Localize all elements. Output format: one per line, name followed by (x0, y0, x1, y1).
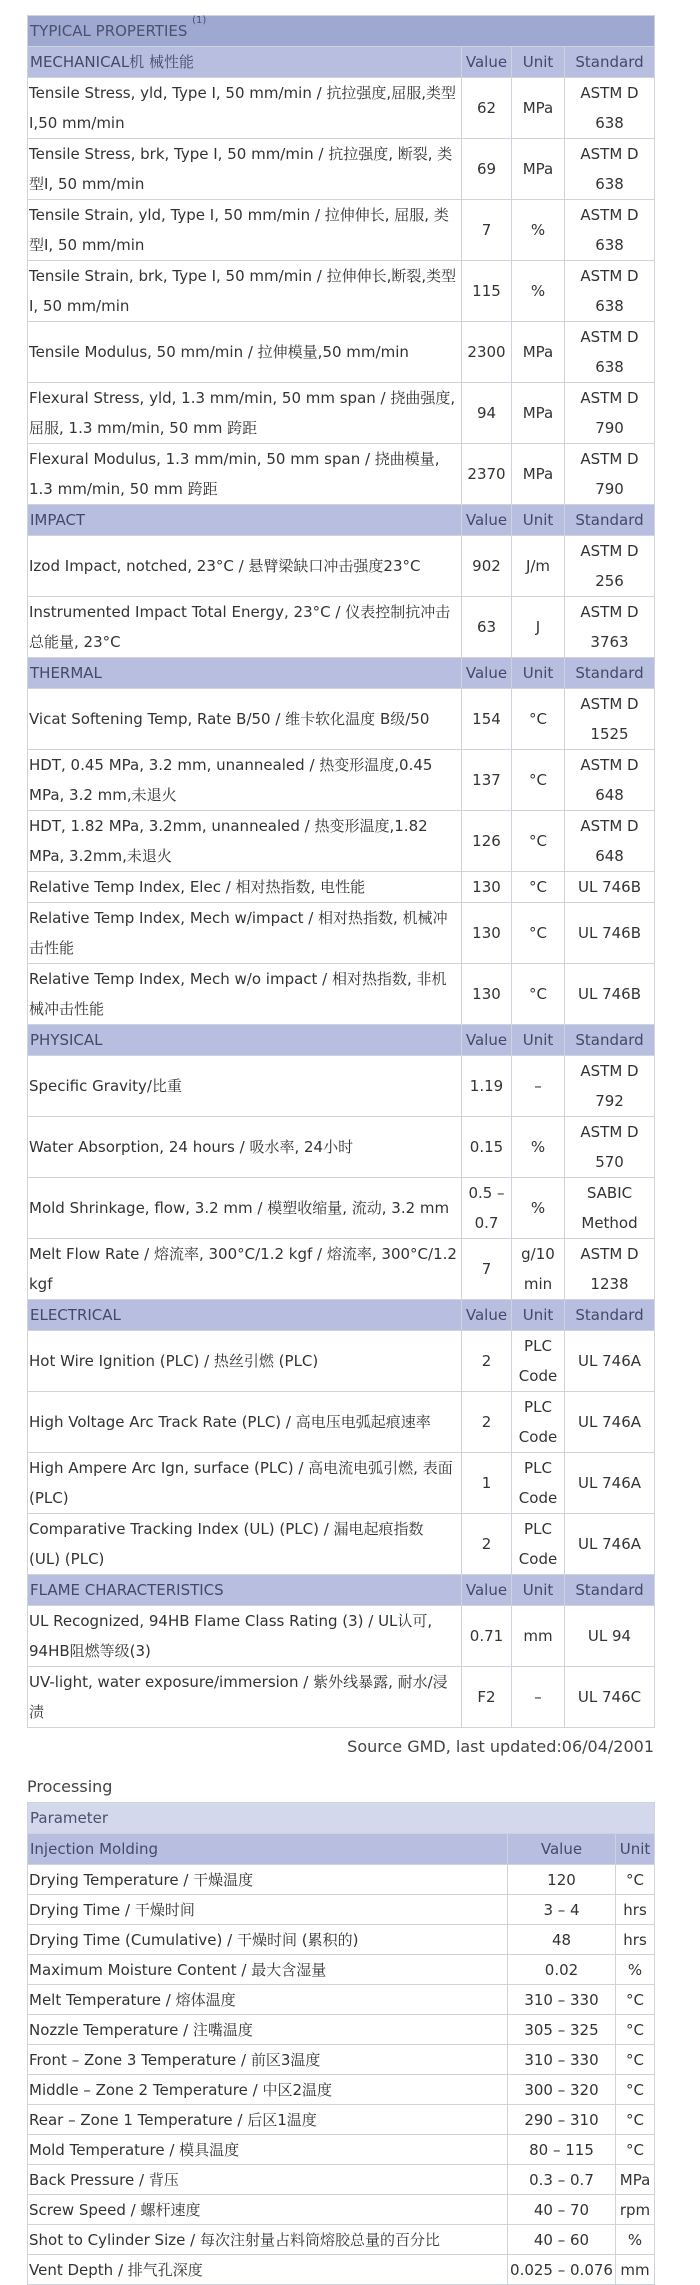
property-value: 2370 (462, 444, 512, 505)
processing-value: 120 (508, 1865, 616, 1895)
processing-row (28, 2015, 655, 2045)
processing-value: 0.3 – 0.7 (508, 2165, 616, 2195)
processing-value: 310 – 330 (508, 2045, 616, 2075)
property-unit: – (512, 1056, 565, 1117)
property-row (28, 1239, 655, 1300)
property-unit: J/m (512, 536, 565, 597)
processing-body (28, 1803, 655, 2285)
processing-unit: mm (616, 2255, 655, 2285)
property-row (28, 1331, 655, 1392)
property-standard: ASTM D 570 (565, 1117, 655, 1178)
property-value: 63 (462, 597, 512, 658)
standard-header: Standard (565, 505, 655, 536)
injection-molding-label: Injection Molding (28, 1834, 508, 1865)
processing-unit: °C (616, 1865, 655, 1895)
property-label: High Voltage Arc Track Rate (PLC) / 高电压电弧起痕速率 (28, 1392, 462, 1453)
unit-header: Unit (512, 658, 565, 689)
processing-row (28, 2045, 655, 2075)
property-value: 130 (462, 872, 512, 903)
processing-value: 290 – 310 (508, 2105, 616, 2135)
processing-unit: °C (616, 2045, 655, 2075)
typical-properties-title (28, 16, 655, 47)
processing-row (28, 2105, 655, 2135)
property-standard: ASTM D 638 (565, 78, 655, 139)
property-unit: MPa (512, 322, 565, 383)
property-standard: ASTM D 638 (565, 261, 655, 322)
property-label: Tensile Stress, brk, Type I, 50 mm/min / 抗拉强度, 断裂, 类型I, 50 mm/min (28, 139, 462, 200)
property-unit: J (512, 597, 565, 658)
value-header: Value (462, 505, 512, 536)
processing-unit: °C (616, 2015, 655, 2045)
property-row (28, 261, 655, 322)
property-label: Vicat Softening Temp, Rate B/50 / 维卡软化温度 B级/50 (28, 689, 462, 750)
property-label: Izod Impact, notched, 23°C / 悬臂梁缺口冲击强度23°C (28, 536, 462, 597)
processing-value: 0.025 – 0.076 (508, 2255, 616, 2285)
unit-header: Unit (512, 47, 565, 78)
standard-header: Standard (565, 1025, 655, 1056)
property-row (28, 597, 655, 658)
property-unit: PLC Code (512, 1514, 565, 1575)
value-header: Value (462, 1025, 512, 1056)
property-unit: °C (512, 750, 565, 811)
property-unit: MPa (512, 444, 565, 505)
property-label: HDT, 0.45 MPa, 3.2 mm, unannealed / 热变形温度,0.45 MPa, 3.2 mm,未退火 (28, 750, 462, 811)
property-standard: UL 746A (565, 1331, 655, 1392)
section-header (28, 505, 655, 536)
processing-value: 300 – 320 (508, 2075, 616, 2105)
property-standard: ASTM D 638 (565, 200, 655, 261)
section-header (28, 1300, 655, 1331)
property-row (28, 139, 655, 200)
processing-value: 40 – 70 (508, 2195, 616, 2225)
property-row (28, 811, 655, 872)
property-label: Relative Temp Index, Mech w/o impact / 相对热指数, 非机械冲击性能 (28, 964, 462, 1025)
processing-value: 310 – 330 (508, 1985, 616, 2015)
property-label: Tensile Strain, brk, Type I, 50 mm/min / 拉伸伸长,断裂,类型I, 50 mm/min (28, 261, 462, 322)
injection-molding-header (28, 1834, 655, 1865)
processing-label: Mold Temperature / 模具温度 (28, 2135, 508, 2165)
property-standard: ASTM D 792 (565, 1056, 655, 1117)
property-standard: ASTM D 790 (565, 444, 655, 505)
processing-unit: rpm (616, 2195, 655, 2225)
standard-header: Standard (565, 1300, 655, 1331)
processing-unit: % (616, 2225, 655, 2255)
processing-label: Front – Zone 3 Temperature / 前区3温度 (28, 2045, 508, 2075)
property-unit: % (512, 200, 565, 261)
section-title: FLAME CHARACTERISTICS (28, 1575, 462, 1606)
processing-unit: % (616, 1955, 655, 1985)
property-row (28, 200, 655, 261)
property-row (28, 78, 655, 139)
processing-value: 0.02 (508, 1955, 616, 1985)
property-unit: PLC Code (512, 1331, 565, 1392)
section-header (28, 658, 655, 689)
property-row (28, 536, 655, 597)
property-value: 115 (462, 261, 512, 322)
property-unit: MPa (512, 78, 565, 139)
processing-unit: hrs (616, 1895, 655, 1925)
processing-row (28, 2195, 655, 2225)
processing-row (28, 2165, 655, 2195)
property-value: 126 (462, 811, 512, 872)
processing-table (27, 1802, 655, 2285)
parameter-label: Parameter (28, 1803, 655, 1834)
section-title: THERMAL (28, 658, 462, 689)
property-standard: UL 746B (565, 964, 655, 1025)
property-row (28, 444, 655, 505)
standard-header: Standard (565, 658, 655, 689)
property-label: Relative Temp Index, Elec / 相对热指数, 电性能 (28, 872, 462, 903)
property-row (28, 872, 655, 903)
property-row (28, 1117, 655, 1178)
property-row (28, 1453, 655, 1514)
property-label: Hot Wire Ignition (PLC) / 热丝引燃 (PLC) (28, 1331, 462, 1392)
property-label: High Ampere Arc Ign, surface (PLC) / 高电流电弧引燃, 表面 (PLC) (28, 1453, 462, 1514)
processing-label: Back Pressure / 背压 (28, 2165, 508, 2195)
processing-label: Vent Depth / 排气孔深度 (28, 2255, 508, 2285)
property-value: 7 (462, 200, 512, 261)
processing-unit: °C (616, 2075, 655, 2105)
section-header (28, 1025, 655, 1056)
section-title: MECHANICAL机 械性能 (28, 47, 462, 78)
property-label: UV-light, water exposure/immersion / 紫外线暴露, 耐水/浸渍 (28, 1667, 462, 1728)
property-value: 2 (462, 1331, 512, 1392)
processing-unit: °C (616, 2105, 655, 2135)
processing-label: Drying Time / 干燥时间 (28, 1895, 508, 1925)
property-unit: MPa (512, 139, 565, 200)
property-unit: % (512, 1178, 565, 1239)
property-row (28, 1514, 655, 1575)
standard-header: Standard (565, 47, 655, 78)
property-value: 62 (462, 78, 512, 139)
processing-row (28, 1955, 655, 1985)
processing-unit-header: Unit (616, 1834, 655, 1865)
processing-unit: °C (616, 1985, 655, 2015)
property-value: 2300 (462, 322, 512, 383)
property-value: F2 (462, 1667, 512, 1728)
property-standard: ASTM D 3763 (565, 597, 655, 658)
property-standard: ASTM D 648 (565, 750, 655, 811)
title-footnote: (1) (192, 15, 207, 26)
parameter-header (28, 1803, 655, 1834)
property-label: Specific Gravity/比重 (28, 1056, 462, 1117)
section-header (28, 47, 655, 78)
property-unit: °C (512, 872, 565, 903)
property-row (28, 903, 655, 964)
property-value: 130 (462, 964, 512, 1025)
property-value: 1 (462, 1453, 512, 1514)
property-standard: SABIC Method (565, 1178, 655, 1239)
standard-header: Standard (565, 1575, 655, 1606)
property-value: 137 (462, 750, 512, 811)
property-row (28, 383, 655, 444)
processing-value: 3 – 4 (508, 1895, 616, 1925)
processing-title: Processing (27, 1777, 113, 1796)
property-row (28, 1667, 655, 1728)
property-standard: UL 746C (565, 1667, 655, 1728)
property-row (28, 1606, 655, 1667)
unit-header: Unit (512, 1575, 565, 1606)
property-unit: % (512, 1117, 565, 1178)
processing-value: 40 – 60 (508, 2225, 616, 2255)
property-label: UL Recognized, 94HB Flame Class Rating (3) / UL认可, 94HB阻燃等级(3) (28, 1606, 462, 1667)
property-unit: PLC Code (512, 1392, 565, 1453)
property-row (28, 689, 655, 750)
property-standard: UL 94 (565, 1606, 655, 1667)
datasheet (27, 15, 654, 2285)
value-header: Value (462, 1575, 512, 1606)
property-value: 2 (462, 1392, 512, 1453)
property-label: Instrumented Impact Total Energy, 23°C / 仪表控制抗冲击总能量, 23°C (28, 597, 462, 658)
property-label: Relative Temp Index, Mech w/impact / 相对热指数, 机械冲击性能 (28, 903, 462, 964)
processing-label: Screw Speed / 螺杆速度 (28, 2195, 508, 2225)
processing-value: 80 – 115 (508, 2135, 616, 2165)
processing-row (28, 2255, 655, 2285)
property-standard: UL 746B (565, 903, 655, 964)
processing-label: Nozzle Temperature / 注嘴温度 (28, 2015, 508, 2045)
property-label: Comparative Tracking Index (UL) (PLC) / 漏电起痕指数 (UL) (PLC) (28, 1514, 462, 1575)
property-standard: ASTM D 256 (565, 536, 655, 597)
value-header: Value (462, 1300, 512, 1331)
property-label: Water Absorption, 24 hours / 吸水率, 24小时 (28, 1117, 462, 1178)
property-unit: PLC Code (512, 1453, 565, 1514)
value-header: Value (462, 47, 512, 78)
property-standard: ASTM D 638 (565, 139, 655, 200)
property-unit: MPa (512, 383, 565, 444)
processing-row (28, 1895, 655, 1925)
processing-value: 305 – 325 (508, 2015, 616, 2045)
processing-row (28, 2135, 655, 2165)
processing-row (28, 2225, 655, 2255)
property-unit: – (512, 1667, 565, 1728)
property-unit: °C (512, 689, 565, 750)
source-note: Source GMD, last updated:06/04/2001 (347, 1737, 654, 1756)
property-label: HDT, 1.82 MPa, 3.2mm, unannealed / 热变形温度,1.82 MPa, 3.2mm,未退火 (28, 811, 462, 872)
processing-row (28, 1865, 655, 1895)
title-text: TYPICAL PROPERTIES (30, 22, 188, 40)
property-unit: °C (512, 964, 565, 1025)
unit-header: Unit (512, 505, 565, 536)
property-label: Melt Flow Rate / 熔流率, 300°C/1.2 kgf / 熔流率, 300°C/1.2 kgf (28, 1239, 462, 1300)
processing-row (28, 1985, 655, 2015)
property-standard: UL 746A (565, 1453, 655, 1514)
property-label: Tensile Strain, yld, Type I, 50 mm/min / 拉伸伸长, 屈服, 类型I, 50 mm/min (28, 200, 462, 261)
section-title: IMPACT (28, 505, 462, 536)
property-value: 902 (462, 536, 512, 597)
processing-value: 48 (508, 1925, 616, 1955)
processing-label: Drying Temperature / 干燥温度 (28, 1865, 508, 1895)
property-value: 0.5 – 0.7 (462, 1178, 512, 1239)
processing-label: Maximum Moisture Content / 最大含湿量 (28, 1955, 508, 1985)
property-row (28, 322, 655, 383)
property-standard: ASTM D 1238 (565, 1239, 655, 1300)
processing-label: Shot to Cylinder Size / 每次注射量占料筒熔胶总量的百分比 (28, 2225, 508, 2255)
properties-body (28, 16, 655, 1728)
property-unit: °C (512, 903, 565, 964)
unit-header: Unit (512, 1025, 565, 1056)
section-title: PHYSICAL (28, 1025, 462, 1056)
property-standard: ASTM D 648 (565, 811, 655, 872)
processing-row (28, 2075, 655, 2105)
property-row (28, 1056, 655, 1117)
property-value: 69 (462, 139, 512, 200)
section-title: ELECTRICAL (28, 1300, 462, 1331)
property-label: Flexural Modulus, 1.3 mm/min, 50 mm span / 挠曲模量, 1.3 mm/min, 50 mm 跨距 (28, 444, 462, 505)
property-value: 0.15 (462, 1117, 512, 1178)
property-standard: UL 746B (565, 872, 655, 903)
typical-properties-header (28, 16, 655, 47)
property-unit: g/10 min (512, 1239, 565, 1300)
property-standard: UL 746A (565, 1392, 655, 1453)
processing-unit: MPa (616, 2165, 655, 2195)
processing-value-header: Value (508, 1834, 616, 1865)
property-standard: UL 746A (565, 1514, 655, 1575)
processing-unit: hrs (616, 1925, 655, 1955)
property-label: Mold Shrinkage, flow, 3.2 mm / 模塑收缩量, 流动, 3.2 mm (28, 1178, 462, 1239)
property-label: Tensile Stress, yld, Type I, 50 mm/min / 抗拉强度,屈服,类型I,50 mm/min (28, 78, 462, 139)
processing-label: Melt Temperature / 熔体温度 (28, 1985, 508, 2015)
property-row (28, 1178, 655, 1239)
property-value: 154 (462, 689, 512, 750)
property-row (28, 964, 655, 1025)
property-standard: ASTM D 790 (565, 383, 655, 444)
properties-table (27, 15, 655, 1728)
processing-unit: °C (616, 2135, 655, 2165)
processing-label: Rear – Zone 1 Temperature / 后区1温度 (28, 2105, 508, 2135)
property-unit: % (512, 261, 565, 322)
property-standard: ASTM D 1525 (565, 689, 655, 750)
processing-label: Middle – Zone 2 Temperature / 中区2温度 (28, 2075, 508, 2105)
unit-header: Unit (512, 1300, 565, 1331)
property-value: 2 (462, 1514, 512, 1575)
section-header (28, 1575, 655, 1606)
property-standard: ASTM D 638 (565, 322, 655, 383)
processing-label: Drying Time (Cumulative) / 干燥时间 (累积的) (28, 1925, 508, 1955)
property-value: 94 (462, 383, 512, 444)
processing-row (28, 1925, 655, 1955)
property-row (28, 1392, 655, 1453)
property-row (28, 750, 655, 811)
property-value: 0.71 (462, 1606, 512, 1667)
value-header: Value (462, 658, 512, 689)
property-value: 7 (462, 1239, 512, 1300)
property-label: Flexural Stress, yld, 1.3 mm/min, 50 mm span / 挠曲强度, 屈服, 1.3 mm/min, 50 mm 跨距 (28, 383, 462, 444)
property-unit: °C (512, 811, 565, 872)
property-label: Tensile Modulus, 50 mm/min / 拉伸模量,50 mm/min (28, 322, 462, 383)
property-value: 130 (462, 903, 512, 964)
property-value: 1.19 (462, 1056, 512, 1117)
property-unit: mm (512, 1606, 565, 1667)
